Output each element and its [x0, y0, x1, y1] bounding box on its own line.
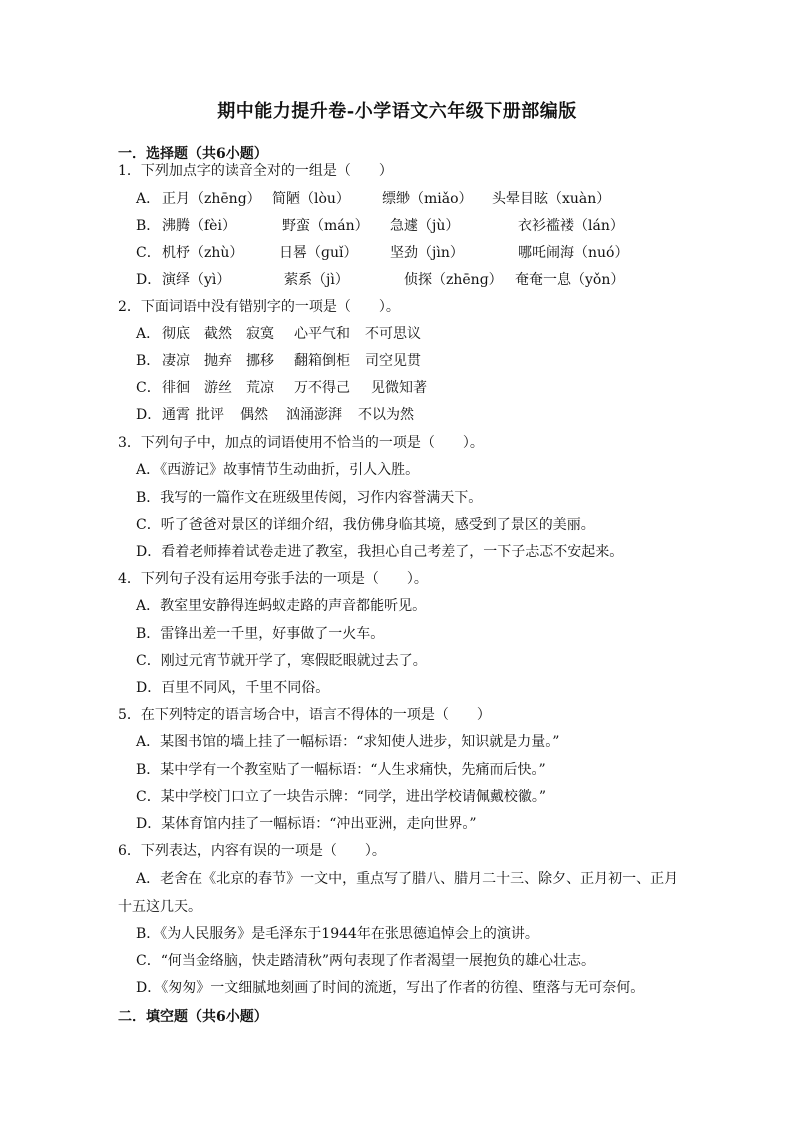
- option-cell: 正月（zhēng）: [162, 191, 261, 207]
- question-2-option-a: [136, 325, 160, 343]
- option-cell: 司空见贯: [365, 353, 421, 369]
- question-6-option-a: [136, 870, 678, 888]
- option-cell: 急遽（jù）: [390, 218, 460, 234]
- option-label: A．: [136, 462, 161, 478]
- question-4-option-c: [136, 652, 427, 670]
- option-cell: 通霄: [162, 407, 190, 423]
- option-cell: 奄奄一息（yǒn）: [515, 272, 625, 288]
- option-cell: 徘徊: [162, 380, 190, 396]
- option-cell: 缥缈（miǎo）: [382, 191, 473, 207]
- option-label: C．: [136, 953, 161, 969]
- option-cell: 萦系（jì）: [284, 272, 349, 288]
- question-4-option-b: [136, 625, 384, 643]
- option-cell: 日晷（ɡuǐ）: [279, 245, 358, 261]
- option-text: 听了爸爸对景区的详细介绍，我仿佛身临其境，感受到了景区的美丽。: [160, 517, 595, 533]
- option-label: B．: [136, 626, 161, 642]
- option-label: B．: [136, 353, 161, 369]
- question-2-stem: 2．下面词语中没有错别字的一项是（ ）。: [118, 299, 400, 315]
- option-label: D．: [136, 407, 162, 423]
- question-4-option-a: [136, 597, 426, 615]
- question-1-option-b: [136, 217, 160, 235]
- option-cell: 简陋（lòu）: [272, 191, 350, 207]
- question-3-stem: 3．下列句子中，加点的词语使用不恰当的一项是（ ）。: [118, 435, 484, 451]
- option-cell: 万不得己: [294, 380, 350, 396]
- option-cell: 沸腾（fèi）: [162, 218, 236, 234]
- option-text: 某体育馆内挂了一幅标语：“冲出亚洲，走向世界。”: [161, 816, 477, 832]
- question-1-option-a: [136, 190, 160, 208]
- question-5-option-c: [136, 788, 546, 806]
- option-text: 百里不同风，千里不同俗。: [161, 680, 330, 696]
- option-text: 教室里安静得连蚂蚁走路的声音都能听见。: [160, 598, 427, 614]
- option-text: 《为人民服务》是毛泽东于1944年在张思德追悼会上的演讲。: [160, 926, 539, 942]
- question-3-option-d: [136, 543, 623, 561]
- option-label: D．: [136, 272, 162, 288]
- option-label: B．: [136, 762, 161, 778]
- question-4-option-d: [136, 679, 329, 697]
- question-1-option-d: [136, 271, 161, 289]
- option-cell: 荒凉: [246, 380, 274, 396]
- option-cell: 寂寞: [246, 326, 274, 342]
- option-text: 某图书馆的墙上挂了一幅标语：“求知使人进步，知识就是力量。”: [160, 734, 560, 750]
- option-label: C．: [136, 789, 161, 805]
- option-cell: 汹涌澎湃: [286, 407, 342, 423]
- question-5-option-a: [136, 733, 559, 751]
- option-label: A．: [136, 191, 161, 207]
- option-label: C．: [136, 245, 161, 261]
- option-label: D．: [136, 680, 162, 696]
- option-label: A．: [136, 326, 161, 342]
- option-cell: 头晕目眩（xuàn）: [492, 191, 611, 207]
- question-5-stem: 5．在下列特定的语言场合中，语言不得体的一项是（ ）: [118, 707, 491, 723]
- section-heading-fill-blank: 二．填空题（共6小题）: [118, 1009, 268, 1025]
- option-label: D．: [136, 980, 162, 996]
- option-cell: 衣衫褴褛（lán）: [518, 218, 624, 234]
- option-text: 某中学校门口立了一块告示牌：“同学，进出学校请佩戴校徽。”: [160, 789, 547, 805]
- option-label: A．: [136, 598, 161, 614]
- option-cell: 心平气和: [294, 326, 350, 342]
- question-6-option-d: [136, 979, 644, 997]
- option-cell: 游丝: [204, 380, 232, 396]
- option-text: 雷锋出差一千里，好事做了一火车。: [160, 626, 385, 642]
- option-cell: 坚劲（jìn）: [390, 245, 464, 261]
- option-cell: 野蛮（mán）: [282, 218, 369, 234]
- option-label: C．: [136, 653, 161, 669]
- question-3-option-b: [136, 489, 482, 507]
- option-text: 我写的一篇作文在班级里传阅，习作内容誉满天下。: [160, 490, 483, 506]
- option-cell: 侦探（zhēnɡ）: [404, 272, 503, 288]
- option-cell: 挪移: [246, 353, 274, 369]
- option-cell: 截然: [204, 326, 232, 342]
- option-cell: 抛弃: [204, 353, 232, 369]
- question-3-option-c: [136, 516, 595, 534]
- option-label: C．: [136, 380, 161, 396]
- option-label: D．: [136, 816, 162, 832]
- option-cell: 哪吒闹海（nuó）: [518, 245, 629, 261]
- option-text: “何当金络脑，快走踏清秋”两句表现了作者渴望一展抱负的雄心壮志。: [160, 953, 596, 969]
- question-6-option-c: [136, 952, 595, 970]
- option-cell: 翻箱倒柜: [294, 353, 350, 369]
- option-cell: 凄凉: [162, 353, 190, 369]
- option-label: B．: [136, 926, 161, 942]
- question-6-option-a-continued: 十五这几天。: [118, 899, 202, 915]
- question-4-stem: 4．下列句子没有运用夸张手法的一项是（ ）。: [118, 571, 428, 587]
- option-label: D．: [136, 544, 162, 560]
- option-cell: 机杼（zhù）: [162, 245, 244, 261]
- option-text: 某中学有一个教室贴了一幅标语：“人生求痛快，先痛而后快。”: [160, 762, 546, 778]
- page-title: 期中能力提升卷-小学语文六年级下册部编版: [217, 101, 577, 122]
- option-text: 老舍在《北京的春节》一文中，重点写了腊八、腊月二十三、除夕、正月初一、正月: [160, 871, 679, 887]
- option-label: B．: [136, 218, 161, 234]
- option-label: B．: [136, 490, 161, 506]
- option-text: 刚过元宵节就开学了，寒假眨眼就过去了。: [160, 653, 427, 669]
- option-text: 看着老师捧着试卷走进了教室，我担心自己考差了，一下子忐忑不安起来。: [161, 544, 624, 560]
- option-text: 《西游记》故事情节生动曲折，引人入胜。: [160, 462, 420, 478]
- question-5-option-b: [136, 761, 546, 779]
- option-cell: 彻底: [162, 326, 190, 342]
- question-6-stem: 6．下列表达，内容有误的一项是（ ）。: [118, 843, 386, 859]
- question-1-stem: 1．下列加点字的读音全对的一组是（ ）: [118, 163, 393, 179]
- question-5-option-d: [136, 815, 477, 833]
- option-cell: 演绎（yì）: [162, 272, 231, 288]
- option-cell: 不可思议: [365, 326, 421, 342]
- question-1-option-c: [136, 244, 161, 262]
- option-label: C．: [136, 517, 161, 533]
- section-heading-choice: 一．选择题（共6小题）: [118, 146, 268, 162]
- question-2-option-b: [136, 352, 160, 370]
- option-cell: 不以为然: [358, 407, 414, 423]
- option-text: 《匆匆》一文细腻地刻画了时间的流逝，写出了作者的彷徨、堕落与无可奈何。: [161, 980, 645, 996]
- option-label: A．: [136, 734, 161, 750]
- option-cell: 批评: [196, 407, 224, 423]
- option-cell: 见微知著: [371, 380, 427, 396]
- question-6-option-b: [136, 925, 539, 943]
- question-3-option-a: [136, 461, 419, 479]
- option-label: A．: [136, 871, 161, 887]
- question-2-option-d: [136, 406, 161, 424]
- question-2-option-c: [136, 379, 161, 397]
- option-cell: 偶然: [240, 407, 268, 423]
